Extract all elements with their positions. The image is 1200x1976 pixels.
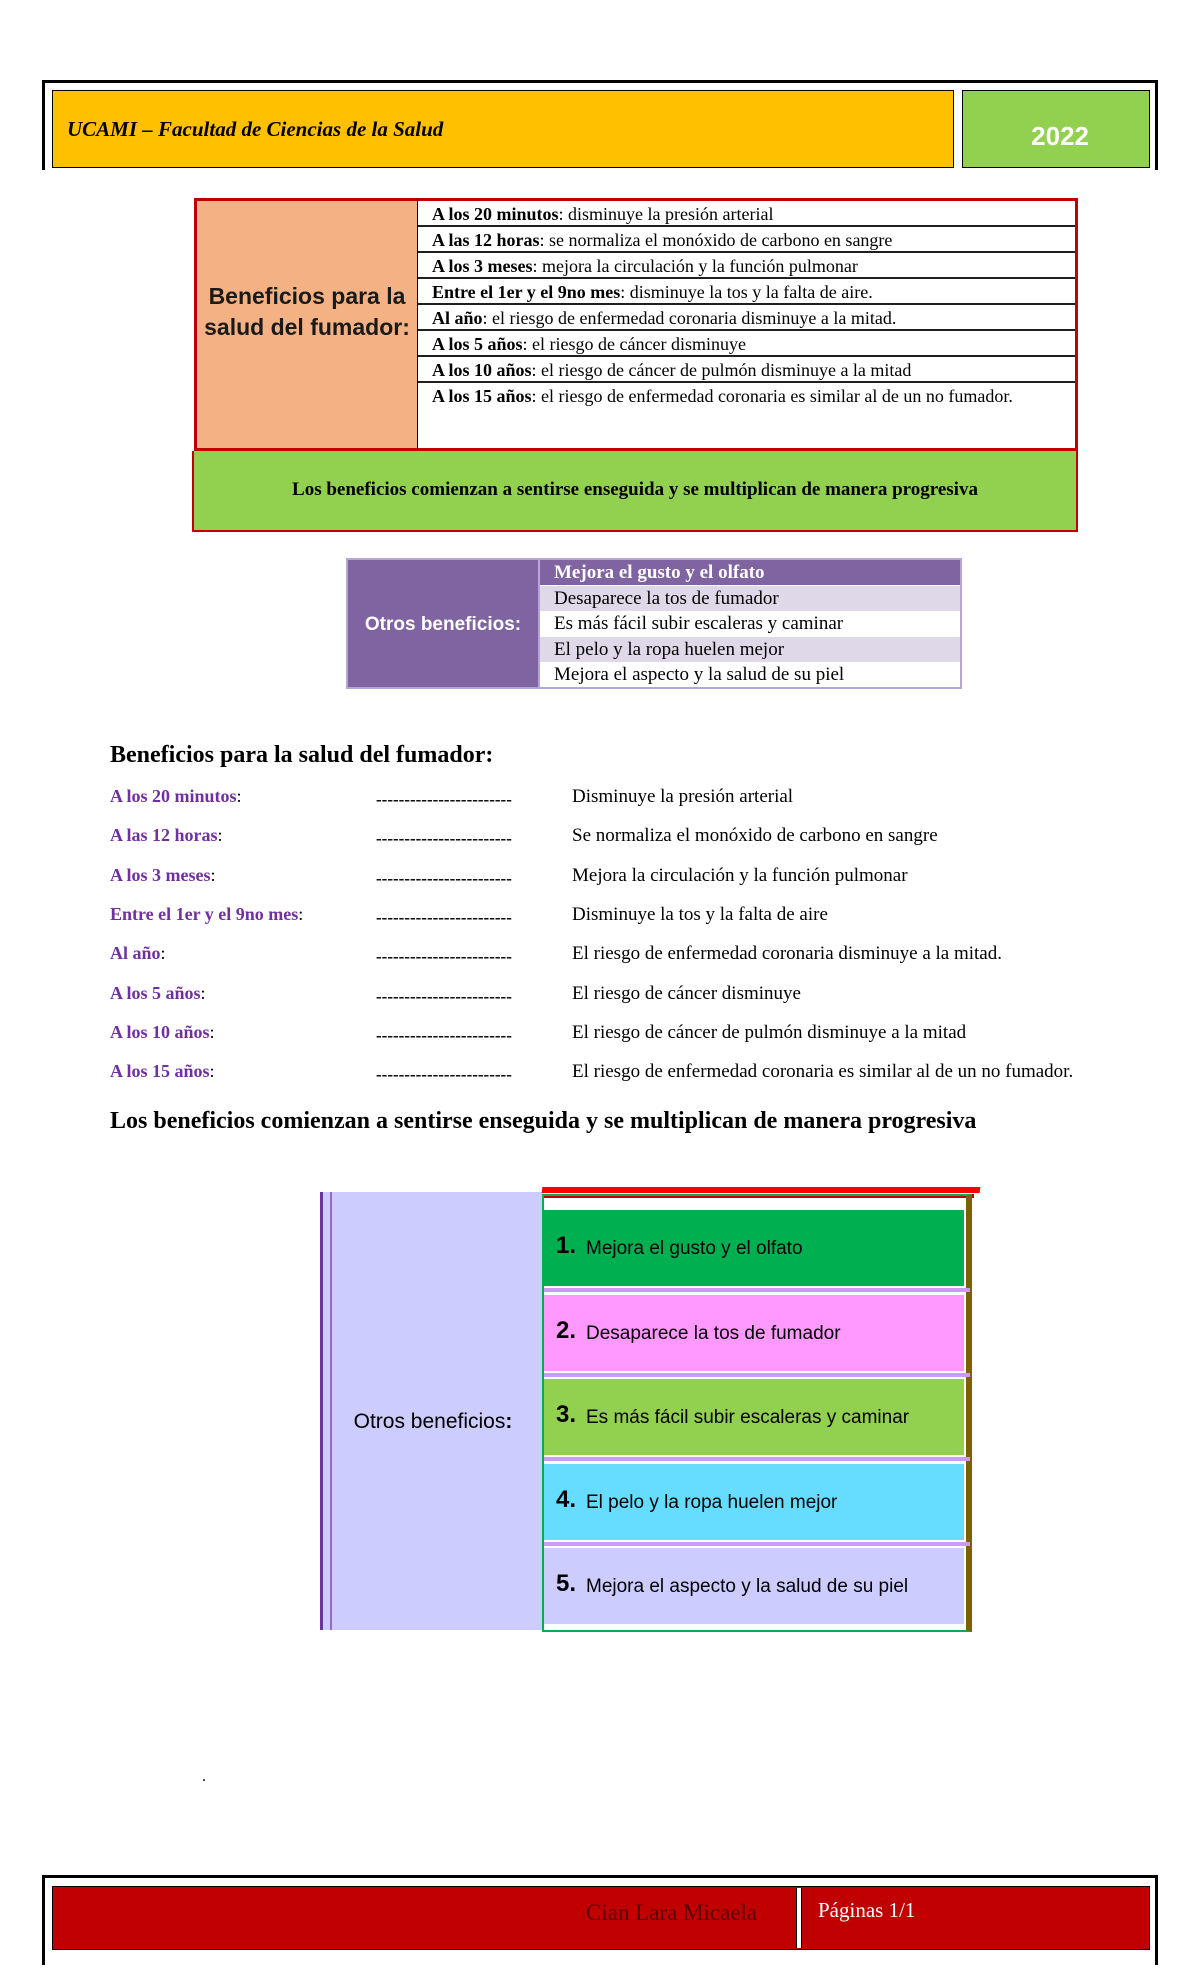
table1-heading: Beneficios para la salud del fumador: bbox=[204, 283, 410, 340]
list-item-dashes: ------------------------ bbox=[376, 790, 512, 809]
table1-row-text: : disminuye la presión arterial bbox=[558, 204, 774, 224]
table1-row-label: A los 5 años bbox=[432, 334, 523, 354]
table1-row bbox=[418, 279, 1075, 305]
table2-rows bbox=[540, 558, 962, 689]
table1-row-label: A los 15 años bbox=[432, 386, 532, 406]
diagram-item bbox=[544, 1464, 964, 1540]
diagram-left-line bbox=[330, 1192, 332, 1630]
diagram-heading bbox=[323, 1410, 543, 1434]
table1-heading-cell bbox=[194, 198, 418, 451]
table1-row-label: Entre el 1er y el 9no mes bbox=[432, 282, 621, 302]
list-item-colon: : bbox=[298, 903, 304, 924]
diagram-item bbox=[544, 1295, 964, 1371]
table1-row bbox=[418, 253, 1075, 279]
table1-row-label: A los 10 años bbox=[432, 360, 532, 380]
table2-heading: Otros beneficios: bbox=[364, 614, 522, 635]
table2-row: El pelo y la ropa huelen mejor bbox=[540, 637, 960, 662]
table1-rows bbox=[418, 198, 1078, 451]
list-item-value: Mejora la circulación y la función pulmonar bbox=[572, 864, 908, 886]
table1-row-text: : el riesgo de enfermedad coronaria disminuye a la mitad. bbox=[482, 308, 897, 328]
list-item-colon: : bbox=[236, 786, 242, 806]
list-item-value: El riesgo de cáncer de pulmón disminuye a la mitad bbox=[572, 1021, 967, 1043]
list-item-colon: : bbox=[210, 864, 216, 885]
table1-row-text: : se normaliza el monóxido de carbono en sangre bbox=[539, 230, 893, 250]
footer-author: Cian Lara Micaela bbox=[586, 1900, 758, 1925]
diagram-item-text: Mejora el aspecto y la salud de su piel bbox=[586, 1576, 909, 1597]
list-item-value: El riesgo de enfermedad coronaria es similar al de un no fumador. bbox=[572, 1061, 1074, 1083]
diagram-separator bbox=[544, 1457, 970, 1461]
table1-row-label: A los 20 minutos bbox=[432, 204, 559, 224]
list-item-label bbox=[110, 904, 303, 925]
list-item-label-text: A las 12 horas bbox=[110, 825, 218, 846]
table1-row bbox=[418, 227, 1075, 253]
list-title: Beneficios para la salud del fumador: bbox=[110, 742, 494, 768]
table1-row-text: : el riesgo de enfermedad coronaria es similar al de un no fumador. bbox=[531, 386, 1013, 406]
list-item-label-text: A los 5 años bbox=[110, 982, 201, 1003]
diagram-item-text: Mejora el gusto y el olfato bbox=[586, 1238, 803, 1259]
footer-divider bbox=[796, 1888, 802, 1948]
list-item-value: El riesgo de cáncer disminuye bbox=[572, 982, 801, 1004]
list-item-value: Se normaliza el monóxido de carbono en sangre bbox=[572, 825, 938, 847]
list-item-label-text: A los 3 meses bbox=[110, 864, 211, 885]
diagram-heading-colon: : bbox=[505, 1410, 513, 1433]
list-item-dashes: ------------------------ bbox=[376, 986, 512, 1006]
diagram-item-number: 4. bbox=[556, 1485, 577, 1513]
table1-row-text: : mejora la circulación y la función pulmonar bbox=[532, 256, 858, 276]
header-title-box bbox=[52, 90, 954, 168]
diagram-item-number: 1. bbox=[556, 1232, 577, 1259]
diagram-item-text: Es más fácil subir escaleras y caminar bbox=[586, 1407, 910, 1428]
list-item-label-text: Al año bbox=[110, 943, 161, 964]
table1-row-text: : el riesgo de cáncer disminuye bbox=[522, 334, 746, 354]
list-item-dashes: ------------------------ bbox=[376, 1065, 512, 1085]
list-item-value: El riesgo de enfermedad coronaria disminuye a la mitad. bbox=[572, 943, 1002, 965]
list-item-dashes: ------------------------ bbox=[376, 947, 512, 967]
table2-row: Mejora el aspecto y la salud de su piel bbox=[540, 662, 960, 687]
list-item-dashes: ------------------------ bbox=[376, 868, 512, 888]
list-item-colon: : bbox=[209, 1061, 215, 1082]
list-item-dashes: ------------------------ bbox=[376, 829, 512, 849]
diagram-heading-text: Otros beneficios bbox=[353, 1410, 506, 1433]
table2-heading-cell bbox=[346, 558, 540, 689]
header-divider bbox=[954, 88, 962, 170]
table1-row bbox=[418, 201, 1075, 227]
table2-row: Mejora el gusto y el olfato bbox=[540, 560, 960, 585]
list-item-colon: : bbox=[200, 982, 206, 1003]
header-title: UCAMI – Facultad de Ciencias de la Salud bbox=[67, 117, 444, 141]
footer-pages: Páginas 1/1 bbox=[818, 1898, 916, 1922]
table1-row bbox=[418, 383, 1075, 430]
diagram-separator bbox=[544, 1288, 970, 1292]
table1-footer: Los beneficios comienzan a sentirse enseguida y se multiplican de manera progresiva bbox=[292, 479, 978, 500]
table1-row-text: : el riesgo de cáncer de pulmón disminuye a la mitad bbox=[531, 360, 912, 380]
list-item-label-text: Entre el 1er y el 9no mes bbox=[110, 903, 299, 924]
list-item-label bbox=[110, 825, 223, 846]
list-item-label bbox=[110, 865, 216, 886]
list-item-colon: : bbox=[217, 825, 223, 846]
list-item-label-text: A los 15 años bbox=[110, 1061, 210, 1082]
list-item-label bbox=[110, 1061, 215, 1082]
list-item-value: Disminuye la presión arterial bbox=[572, 786, 794, 807]
diagram-item bbox=[544, 1379, 964, 1455]
list-item-label bbox=[110, 943, 166, 964]
table1-row bbox=[418, 305, 1075, 331]
diagram-item-number: 2. bbox=[556, 1316, 577, 1344]
table2-row: Es más fácil subir escaleras y caminar bbox=[540, 611, 960, 636]
diagram-item bbox=[544, 1548, 964, 1624]
diagram-heading-box bbox=[320, 1192, 544, 1630]
list-item-label-text: A los 20 minutos bbox=[110, 786, 237, 806]
header-year: 2022 bbox=[1031, 121, 1089, 151]
diagram-item-number: 5. bbox=[556, 1570, 577, 1597]
header-year-box bbox=[962, 90, 1150, 168]
list-item-dashes: ------------------------ bbox=[376, 907, 512, 927]
list-item-label bbox=[110, 983, 206, 1004]
diagram-item-number: 3. bbox=[556, 1401, 577, 1428]
list-item-colon: : bbox=[160, 943, 166, 964]
list-item-label bbox=[110, 786, 242, 807]
table1-row-label: A los 3 meses bbox=[432, 256, 533, 276]
stray-dot: . bbox=[202, 1768, 206, 1785]
table1-row-text: : disminuye la tos y la falta de aire. bbox=[620, 282, 873, 302]
diagram-item-text: Desaparece la tos de fumador bbox=[586, 1322, 841, 1344]
table1-row-label: Al año bbox=[432, 308, 483, 328]
list-item-value: Disminuye la tos y la falta de aire bbox=[572, 903, 828, 925]
list-item-colon: : bbox=[209, 1021, 215, 1042]
table2-row: Desaparece la tos de fumador bbox=[540, 586, 960, 611]
diagram-top-bar bbox=[542, 1187, 981, 1193]
table1-row bbox=[418, 331, 1075, 357]
table1-footer-cell bbox=[192, 451, 1078, 532]
diagram-separator bbox=[544, 1542, 970, 1546]
diagram-item-text: El pelo y la ropa huelen mejor bbox=[586, 1491, 838, 1513]
table1-row-label: A las 12 horas bbox=[432, 230, 540, 250]
list-item-label bbox=[110, 1022, 215, 1043]
diagram-separator bbox=[544, 1373, 970, 1377]
diagram-item bbox=[544, 1210, 964, 1286]
list-footer: Los beneficios comienzan a sentirse enseguida y se multiplican de manera progresiva bbox=[110, 1108, 977, 1134]
list-item-dashes: ------------------------ bbox=[376, 1025, 512, 1045]
table1-row bbox=[418, 357, 1075, 383]
list-item-label-text: A los 10 años bbox=[110, 1021, 210, 1042]
